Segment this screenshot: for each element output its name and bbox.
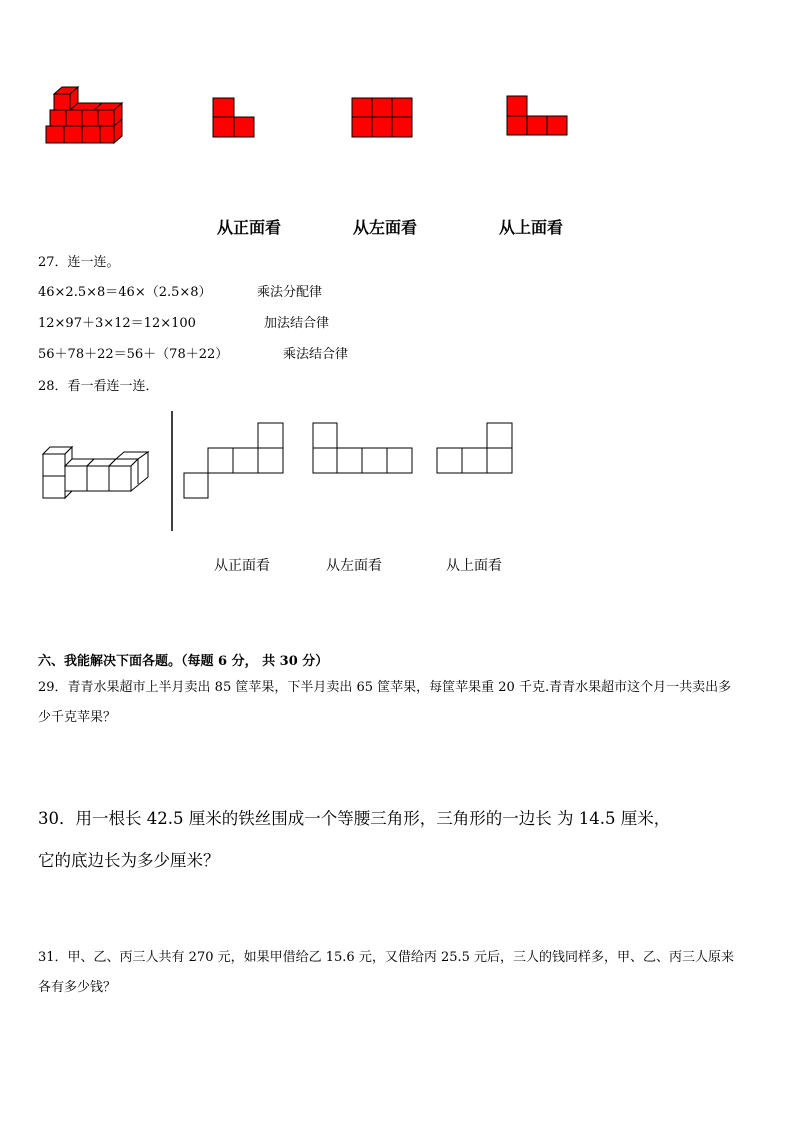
- section-6-title: 六、我能解决下面各题。（每题 6 分， 共 30 分）: [38, 654, 329, 669]
- label-left-view: 从左面看: [353, 218, 418, 237]
- q29-line-1: 29．青青水果超市上半月卖出 85 筐苹果，下半月卖出 65 筐苹果，每筐苹果重 20 千克.青青水果超市这个月一共卖出多: [38, 680, 732, 695]
- q31-line-1: 31．甲、乙、丙三人共有 270 元，如果甲借给乙 15.6 元，又借给丙 25.5 元后，三人的钱同样多，甲、乙、丙三人原来: [38, 950, 735, 965]
- q27-law-1: 乘法分配律: [257, 285, 323, 300]
- q27-expr-1: 46×2.5×8＝46×（2.5×8）: [38, 285, 212, 300]
- q28-label-front: 从正面看: [214, 558, 270, 574]
- red-view-long-l-shape: [506, 95, 568, 137]
- q27-law-3: 乘法结合律: [283, 347, 349, 362]
- red-cube-solid-figure: [44, 86, 126, 146]
- red-view-grid-3x2: [351, 97, 413, 139]
- red-view-l-shape: [212, 97, 256, 139]
- label-top-view: 从上面看: [499, 218, 564, 237]
- q28-title: 28．看一看连一连．: [38, 379, 159, 394]
- view-figure-3: [436, 422, 514, 475]
- q28-label-top: 从上面看: [446, 558, 502, 574]
- q30-line-1: 30．用一根长 42.5 厘米的铁丝围成一个等腰三角形，三角形的一边长 为 14.5 厘米，: [38, 809, 671, 828]
- q30-line-2: 它的底边长为多少厘米？: [38, 851, 220, 870]
- view-figure-1: [183, 422, 285, 500]
- q27-expr-2: 12×97＋3×12＝12×100: [38, 316, 196, 331]
- divider-line: [170, 411, 174, 531]
- white-cube-solid-figure: [42, 446, 154, 500]
- q27-law-2: 加法结合律: [264, 316, 330, 331]
- q28-label-left: 从左面看: [326, 558, 382, 574]
- q29-line-2: 少千克苹果？: [38, 710, 117, 725]
- view-figure-2: [312, 422, 414, 475]
- label-front-view: 从正面看: [217, 218, 282, 237]
- q31-line-2: 各有多少钱？: [38, 980, 117, 995]
- q27-title: 27．连一连。: [38, 255, 120, 270]
- q27-expr-3: 56＋78＋22＝56＋（78＋22）: [38, 347, 229, 362]
